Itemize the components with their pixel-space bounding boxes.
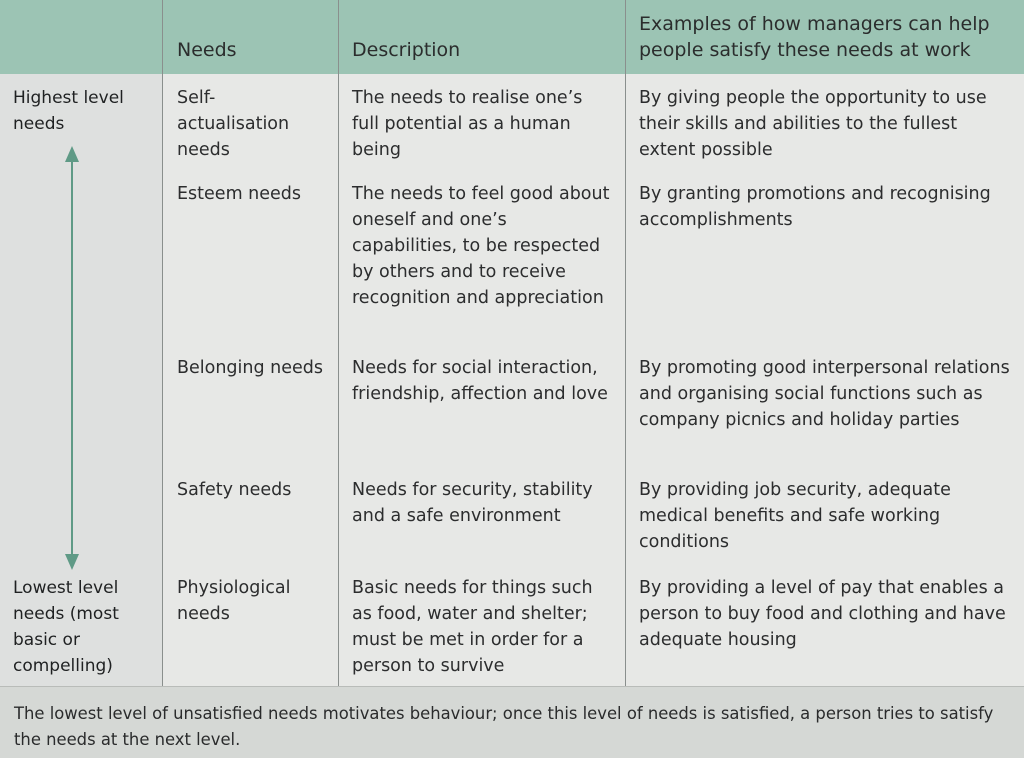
- column-divider: [625, 0, 626, 686]
- need-description: Basic needs for things such as food, water and shelter; must be met in order for a person to survive: [352, 578, 593, 676]
- table-footnote: [0, 686, 1024, 758]
- need-description: The needs to realise one’s full potential as a human being: [352, 88, 583, 160]
- header-needs: Needs: [177, 39, 237, 61]
- need-name: Esteem needs: [177, 184, 302, 204]
- need-name: Physiological needs: [177, 578, 291, 624]
- need-name: Safety needs: [177, 480, 292, 500]
- need-description: The needs to feel good about oneself and one’s capabilities, to be respected by others and to receive recognition and appreciation: [352, 184, 610, 308]
- header-examples: Examples of how managers can help people satisfy these needs at work: [639, 13, 990, 61]
- need-name: Belonging needs: [177, 358, 324, 378]
- need-description: Needs for security, stability and a safe environment: [352, 480, 593, 526]
- highest-level-label: Highest level needs: [13, 88, 124, 134]
- manager-example: By giving people the opportunity to use their skills and abilities to the fullest extent possible: [639, 88, 987, 160]
- double-arrow-icon: [62, 146, 82, 570]
- column-divider: [338, 0, 339, 686]
- manager-example: By providing job security, adequate medical benefits and safe working conditions: [639, 480, 951, 552]
- need-name: Self-actualisation needs: [177, 88, 290, 160]
- column-divider: [162, 0, 163, 686]
- header-description: Description: [352, 39, 461, 61]
- need-description: Needs for social interaction, friendship, affection and love: [352, 358, 608, 404]
- manager-example: By granting promotions and recognising accomplishments: [639, 184, 991, 230]
- manager-example: By promoting good interpersonal relations and organising social functions such as company picnics and holiday parties: [639, 358, 1010, 430]
- manager-example: By providing a level of pay that enables a person to buy food and clothing and have adequate housing: [639, 578, 1006, 650]
- lowest-level-label: Lowest level needs (most basic or compelling): [13, 578, 119, 676]
- footnote-text: The lowest level of unsatisfied needs motivates behaviour; once this level of needs is satisfied, a person tries to satisfy the needs at the next level.: [14, 704, 994, 749]
- table-header-band: [0, 0, 1024, 74]
